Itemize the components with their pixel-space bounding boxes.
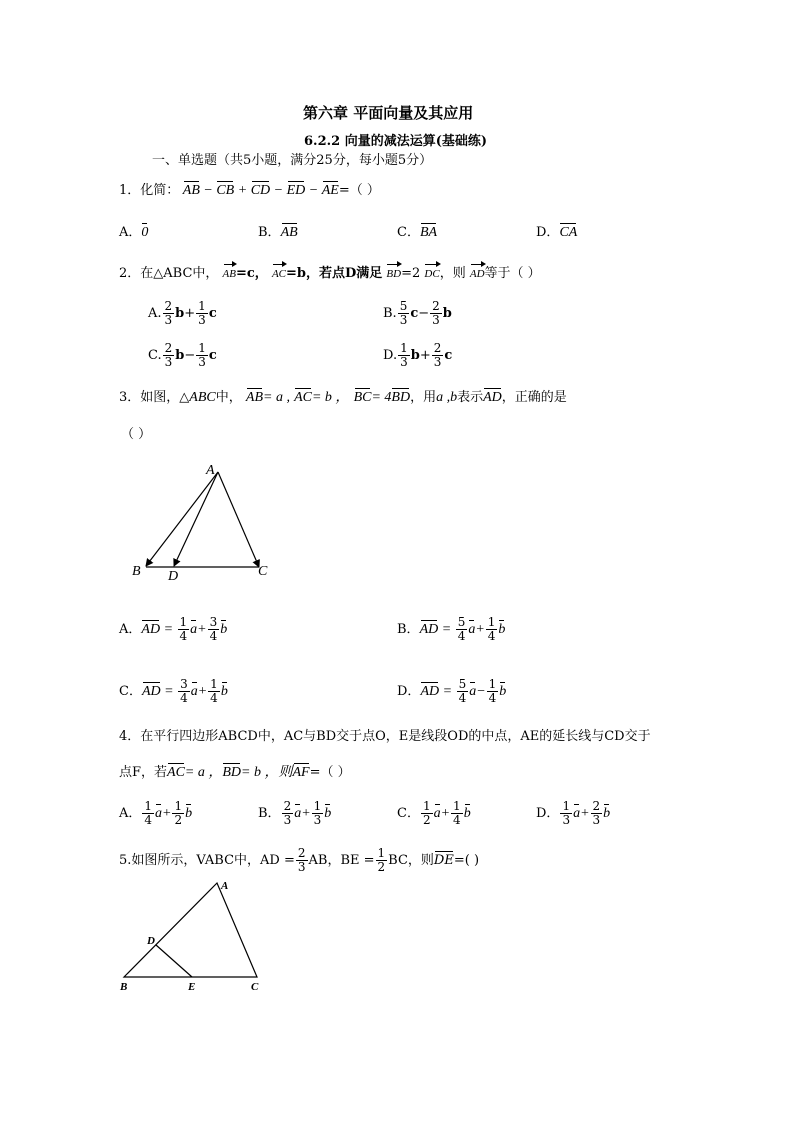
part-heading: 一、单选题（共5小题，满分25分，每小题5分） xyxy=(152,153,433,168)
q1-option-d[interactable]: D．CA xyxy=(536,225,578,240)
q5-label-e: E xyxy=(188,981,196,993)
question-3-stem: 3．如图，△ABC中， AB= a , AC= b ， BC= 4BD，用a ,b表示AD，正确的是 xyxy=(119,390,567,405)
q3-label-a: A xyxy=(206,463,215,478)
q3-answer-paren: （ ） xyxy=(121,427,152,442)
q5-triangle-figure xyxy=(112,874,272,996)
q2-option-d[interactable]: D. $\frac{1}{3}$ b+ $\frac{2}{3}$ c xyxy=(383,341,453,369)
q2-option-a[interactable]: A. $\frac{2}{3}$ b+ $\frac{1}{3}$ c xyxy=(148,299,217,327)
q5-label-a: A xyxy=(221,880,229,892)
q4-option-b[interactable]: B． $\frac{2}{3}$ a+ $\frac{1}{3}$ b xyxy=(258,799,332,827)
question-1-stem: 1．化简： AB − CB + CD − ED − AE=（ ） xyxy=(119,183,380,198)
q1-vector-ae: AE xyxy=(321,183,339,198)
q1-option-b[interactable]: B．AB xyxy=(258,225,298,240)
q3-option-c[interactable]: C．AD = $\frac{3}{4}$ a+ $\frac{1}{4}$ b xyxy=(119,677,228,705)
q1-option-a[interactable]: A．0 xyxy=(119,225,149,240)
q1-vector-ed: ED xyxy=(286,183,306,198)
q5-triangle-abc xyxy=(124,883,257,977)
q3-option-a[interactable]: A．AD = $\frac{1}{4}$ a+ $\frac{3}{4}$ b xyxy=(119,615,228,643)
q3-label-c: C xyxy=(258,564,268,579)
q1-vector-ab: AB xyxy=(182,183,200,198)
q3-option-b[interactable]: B．AD = $\frac{5}{4}$ a+ $\frac{1}{4}$ b xyxy=(397,615,506,643)
q3-label-d: D xyxy=(168,569,179,584)
question-4-line1: 4．在平行四边形ABCD中，AC与BD交于点O，E是线段OD的中点，AE的延长线与CD交于 xyxy=(119,729,651,744)
q3-arrow-ad xyxy=(174,472,218,566)
q2-option-c[interactable]: C. $\frac{2}{3}$ b− $\frac{1}{3}$ c xyxy=(148,341,217,369)
section-title: 6.2.2 向量的减法运算(基础练) xyxy=(304,134,488,149)
q1-vector-cb: CB xyxy=(216,183,235,198)
chapter-title: 第六章 平面向量及其应用 xyxy=(303,104,474,122)
question-2-stem: 2．在△ABC中， AB=c， AC=b，若点D满足 BD=2 DC，则 AD等于（ ） xyxy=(119,266,541,281)
q3-triangle-figure xyxy=(128,460,278,584)
q5-segment-de xyxy=(156,945,192,977)
q4-option-c[interactable]: C． $\frac{1}{2}$ a+ $\frac{1}{4}$ b xyxy=(397,799,471,827)
q3-label-b: B xyxy=(132,564,141,579)
q3-arrow-ab xyxy=(146,472,218,566)
q4-option-a[interactable]: A． $\frac{1}{4}$ a+ $\frac{1}{2}$ b xyxy=(119,799,193,827)
q2-option-b[interactable]: B. $\frac{5}{3}$ c− $\frac{2}{3}$ b xyxy=(383,299,452,327)
q3-option-d[interactable]: D．AD = $\frac{5}{4}$ a− $\frac{1}{4}$ b xyxy=(397,677,507,705)
q5-label-b: B xyxy=(120,981,128,993)
q3-arrow-ac xyxy=(218,472,259,567)
question-4-line2: 点F，若AC= a ，BD= b ，则AF=（ ） xyxy=(119,765,351,780)
q4-option-d[interactable]: D． $\frac{1}{3}$ a+ $\frac{2}{3}$ b xyxy=(536,799,611,827)
q1-vector-cd: CD xyxy=(250,183,271,198)
q5-label-c: C xyxy=(251,981,259,993)
q1-option-c[interactable]: C．BA xyxy=(397,225,438,240)
question-5-stem: 5.如图所示，VABC中，AD = $\frac{2}{3}$ AB，BE = $\frac{1}{2}$ BC，则DE=( ) xyxy=(119,846,480,874)
q5-label-d: D xyxy=(147,935,155,947)
